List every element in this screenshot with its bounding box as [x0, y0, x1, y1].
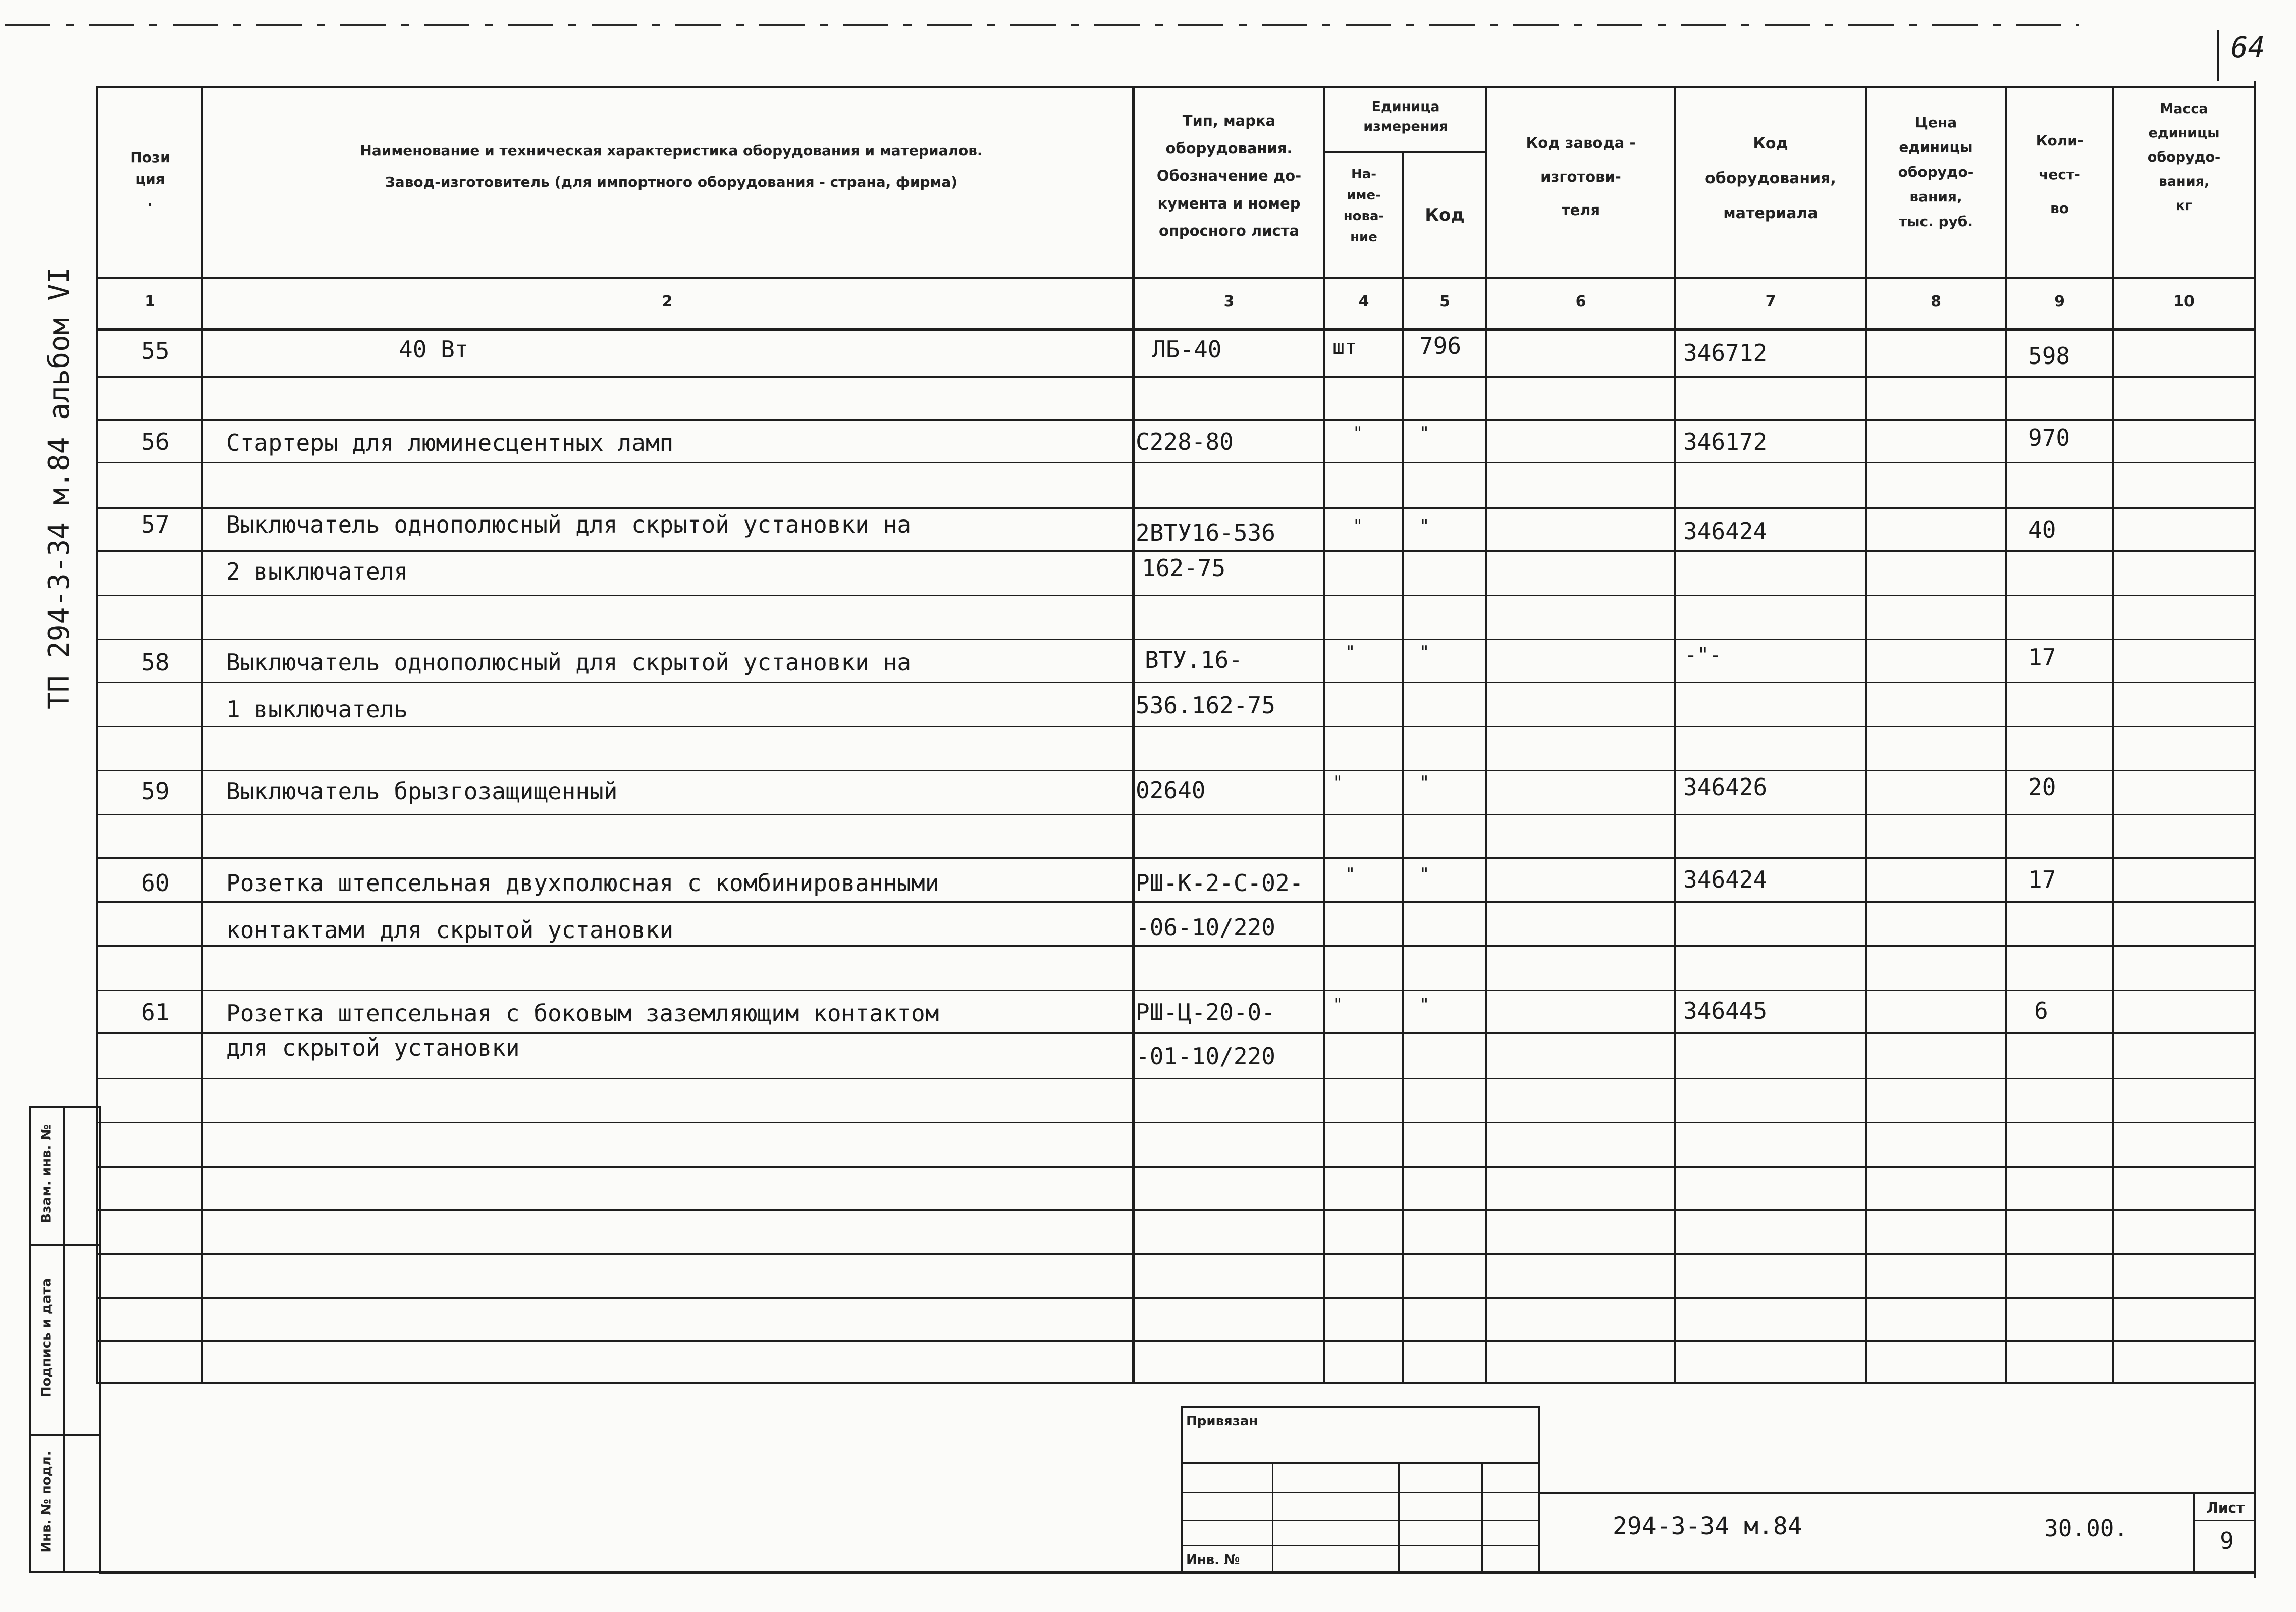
row-type-line1: ЛБ-40: [1152, 336, 1222, 363]
row-unit: ": [1345, 864, 1356, 885]
header-col-unit-name: На- име- нова- ние: [1343, 167, 1384, 245]
row-unit: ": [1345, 642, 1356, 662]
page-number: 64: [2231, 31, 2265, 64]
row-unit-code: ": [1419, 864, 1430, 885]
row-name-line2: 2 выключателя: [226, 558, 408, 585]
margin-label-original-inventory: Инв. № подл.: [39, 1451, 55, 1553]
column-number-7: 7: [1765, 293, 1776, 310]
row-position: 60: [141, 869, 170, 897]
row-unit: ": [1332, 995, 1343, 1015]
row-position: 59: [141, 777, 170, 805]
row-quantity: 40: [2028, 516, 2056, 543]
sheet-label: Лист: [2206, 1499, 2245, 1516]
row-type-line2: 162-75: [1142, 554, 1226, 582]
header-col-factory-code: Код завода - изготови- теля: [1526, 134, 1636, 219]
sheet-number: 9: [2220, 1527, 2234, 1554]
row-unit: ": [1332, 772, 1343, 793]
row-unit-code: ": [1419, 516, 1430, 536]
header-col-mass: Масса единицы оборудо- вания, кг: [2147, 101, 2221, 214]
row-equipment-code: 346712: [1683, 339, 1768, 367]
header-col-equipment-code: Код оборудования, материала: [1705, 135, 1836, 222]
row-quantity: 970: [2028, 424, 2070, 451]
row-name-line2: контактами для скрытой установки: [226, 916, 674, 944]
row-equipment-code: -"-: [1685, 644, 1722, 667]
margin-label-replacement-inventory: Взам. инв. №: [39, 1124, 55, 1223]
row-name-line1: 40 Вт: [399, 336, 469, 363]
row-name-line1: Розетка штепсельная с боковым заземляющим контактом: [226, 1000, 939, 1027]
row-unit-code: ": [1419, 423, 1430, 443]
row-unit: ": [1353, 423, 1363, 443]
row-type-line1: РШ-Ц-20-0-: [1136, 999, 1275, 1026]
document-code: 294-3-34 м.84: [1613, 1512, 1802, 1540]
margin-label-signature-date: Подпись и дата: [39, 1278, 55, 1398]
column-number-9: 9: [2054, 293, 2065, 310]
row-name-line2: для скрытой установки: [226, 1034, 520, 1061]
row-position: 55: [141, 337, 170, 365]
column-number-2: 2: [662, 293, 673, 310]
row-unit-code: 796: [1419, 332, 1462, 359]
row-quantity: 17: [2028, 866, 2056, 893]
row-type-line1: РШ-К-2-С-02-: [1136, 869, 1304, 897]
header-col-unit-code: Код: [1425, 205, 1465, 225]
row-unit: шт: [1332, 336, 1357, 359]
column-number-5: 5: [1439, 293, 1450, 310]
row-type-line1: 2ВТУ16-536: [1136, 519, 1275, 546]
row-position: 58: [141, 649, 170, 676]
row-quantity: 6: [2034, 997, 2048, 1024]
document-suffix: 30.00.: [2044, 1515, 2128, 1542]
row-equipment-code: 346172: [1683, 428, 1768, 455]
row-equipment-code: 346426: [1683, 773, 1768, 801]
row-unit-code: ": [1419, 995, 1430, 1015]
header-col-type: Тип, марка оборудования. Обозначение до- кумента и номер опросного листа: [1156, 112, 1302, 240]
column-number-10: 10: [2173, 293, 2195, 310]
header-unit-group: Единица измерения: [1363, 99, 1448, 135]
header-col-quantity: Коли- чест- во: [2036, 132, 2084, 217]
column-number-1: 1: [145, 293, 155, 310]
header-col-name: Наименование и техническая характеристика оборудования и материалов. Завод-изготовитель (для импортного оборудования - страна, фирма): [360, 142, 983, 190]
row-unit-code: ": [1419, 642, 1430, 662]
header-col-position: Пози ция .: [130, 149, 170, 210]
row-name-line1: Выключатель брызгозащищенный: [226, 777, 618, 805]
column-number-6: 6: [1575, 293, 1586, 310]
row-name-line1: Стартеры для люминесцентных ламп: [226, 429, 674, 456]
row-name-line1: Розетка штепсельная двухполюсная с комбинированными: [226, 869, 939, 897]
row-position: 61: [141, 999, 170, 1026]
album-side-label: ТП 294-3-34 м.84 альбом VI: [43, 267, 76, 709]
row-type-line2: -01-10/220: [1136, 1043, 1275, 1070]
row-type-line1: 02640: [1136, 776, 1206, 804]
row-unit: ": [1353, 516, 1363, 536]
row-type-line1: ВТУ.16-: [1145, 646, 1243, 673]
row-type-line2: 536.162-75: [1136, 692, 1275, 719]
row-type-line1: С228-80: [1136, 428, 1234, 455]
row-unit-code: ": [1419, 772, 1430, 793]
row-quantity: 20: [2028, 773, 2056, 801]
column-number-4: 4: [1358, 293, 1369, 310]
row-name-line1: Выключатель однополюсный для скрытой установки на: [226, 511, 912, 538]
stamp-privyazan-label: Привязан: [1186, 1414, 1258, 1429]
row-equipment-code: 346424: [1683, 517, 1768, 545]
row-name-line2: 1 выключатель: [226, 696, 408, 723]
row-quantity: 598: [2028, 342, 2070, 370]
stamp-inventory-label: Инв. №: [1186, 1552, 1240, 1568]
row-equipment-code: 346424: [1683, 866, 1768, 893]
header-col-price: Цена единицы оборудо- вания, тыс. руб.: [1898, 114, 1974, 230]
row-quantity: 17: [2028, 644, 2056, 671]
column-number-8: 8: [1931, 293, 1941, 310]
row-equipment-code: 346445: [1683, 997, 1768, 1024]
row-name-line1: Выключатель однополюсный для скрытой установки на: [226, 649, 912, 676]
row-position: 57: [141, 511, 170, 538]
row-position: 56: [141, 428, 170, 455]
column-number-3: 3: [1223, 293, 1235, 310]
row-type-line2: -06-10/220: [1136, 914, 1275, 941]
